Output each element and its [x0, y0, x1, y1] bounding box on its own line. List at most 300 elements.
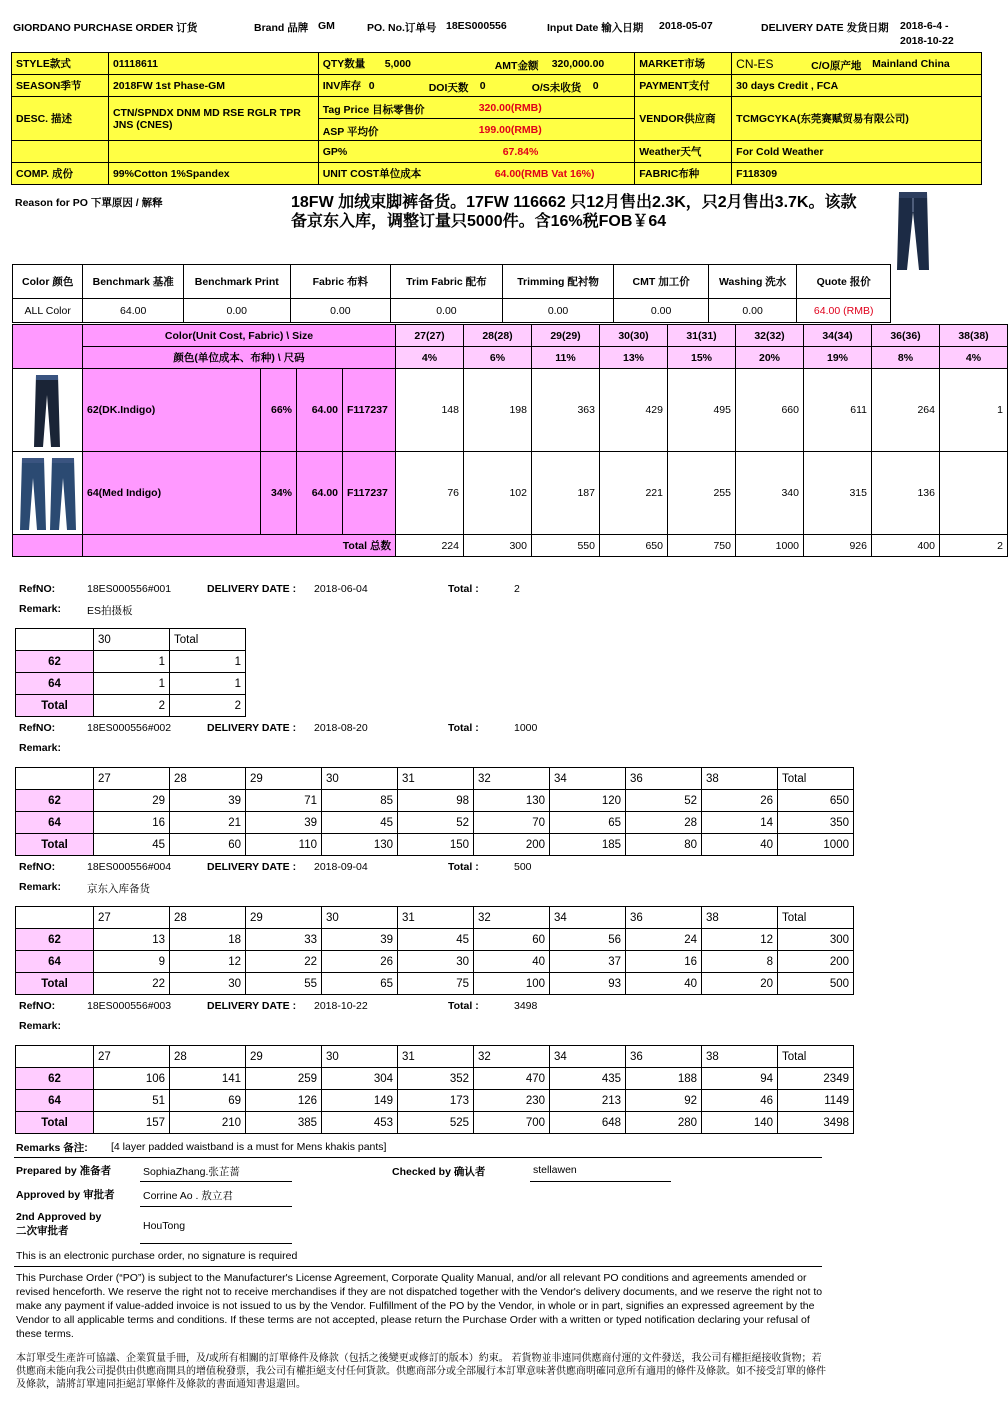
delivery-corner-cell [16, 768, 94, 790]
delivery-total-value: 3498 [514, 1000, 538, 1012]
delivery-qty-cell: 525 [398, 1112, 474, 1134]
season-value: 2018FW 1st Phase-GM [108, 75, 318, 97]
delivery-qty-cell: 24 [626, 929, 702, 951]
delivery-qty-cell: 126 [246, 1090, 322, 1112]
delivery-qty-cell: 149 [322, 1090, 398, 1112]
delivery-qty-cell: 56 [550, 929, 626, 951]
delivery-column-header: 27 [94, 907, 170, 929]
delivery-qty-cell: 39 [246, 812, 322, 834]
delivery-total-value: 500 [514, 861, 532, 873]
delivery-qty-cell: 259 [246, 1068, 322, 1090]
delivery-qty-cell: 45 [398, 929, 474, 951]
delivery-column-header: 36 [626, 768, 702, 790]
delivery-qty-cell: 2 [94, 695, 170, 717]
delivery-row-label: 64 [16, 673, 94, 695]
size-total-cell: 300 [464, 535, 532, 557]
asp-label: ASP 平均价 [322, 126, 379, 138]
delivery-qty-cell: 60 [170, 834, 246, 856]
delivery-qty-cell: 150 [398, 834, 474, 856]
size-qty-cell: 1 [940, 369, 1008, 452]
delivery-qty-cell: 300 [778, 929, 854, 951]
delivery-qty-cell: 40 [702, 834, 778, 856]
color-name: 64(Med Indigo) [83, 452, 261, 535]
delivery-date-label: DELIVERY DATE 发货日期 [761, 22, 889, 34]
reason-line-2: 备京东入库，调整订量只5000件。含16%税FOB￥64 [291, 213, 667, 230]
delivery-qty-cell: 200 [778, 951, 854, 973]
checked-value: stellawen [533, 1164, 577, 1176]
delivery-qty-cell: 71 [246, 790, 322, 812]
signature-line [140, 1243, 292, 1244]
size-percent-cell: 8% [872, 347, 940, 369]
doi-value: 0 [479, 80, 486, 92]
amt-value: 320,000.00 [551, 58, 605, 70]
electronic-notice: This is an electronic purchase order, no signature is required [16, 1250, 298, 1262]
size-qty-cell [940, 452, 1008, 535]
delivery-column-header: 34 [550, 907, 626, 929]
os-value: 0 [592, 80, 599, 92]
fabric-label: FABRIC布种 [635, 163, 732, 185]
jeans-thumbnail [16, 454, 80, 532]
delivery-row-label: 62 [16, 790, 94, 812]
delivery-qty-cell: 352 [398, 1068, 474, 1090]
delivery-date-end: 2018-10-22 [900, 35, 954, 47]
delivery-date-label: DELIVERY DATE : [207, 861, 297, 873]
size-qty-cell: 136 [872, 452, 940, 535]
approved2-label: 2nd Approved by [16, 1211, 102, 1223]
checked-label: Checked by 确认者 [392, 1166, 486, 1178]
weather-value: For Cold Weather [732, 141, 982, 163]
delivery-qty-cell: 94 [702, 1068, 778, 1090]
reason-line-1: 18FW 加绒束脚裤备货。17FW 116662 只12月售出2.3K，只2月售出3.7K。该款 [291, 194, 857, 211]
signature-line [140, 1206, 292, 1207]
size-qty-cell: 363 [532, 369, 600, 452]
remark-label: Remark: [19, 742, 62, 754]
delivery-qty-cell: 45 [322, 812, 398, 834]
delivery-column-header: 27 [94, 768, 170, 790]
qty-amt-cell [318, 53, 634, 75]
delivery-column-header: 29 [246, 768, 322, 790]
po-info-table [11, 52, 982, 185]
delivery-row-label: Total [16, 1112, 94, 1134]
delivery-column-header: 36 [626, 1046, 702, 1068]
color-name: 62(DK.Indigo) [83, 369, 261, 452]
delivery-qty-cell: 230 [474, 1090, 550, 1112]
cost-value-cell: 0.00 [391, 299, 503, 323]
delivery-column-header: 31 [398, 1046, 474, 1068]
color-share: 34% [261, 452, 297, 535]
delivery-qty-cell: 39 [322, 929, 398, 951]
market-value: CN-ES [736, 56, 774, 71]
delivery-qty-cell: 385 [246, 1112, 322, 1134]
tag-price-value: 320.00(RMB) [478, 102, 542, 114]
delivery-date-value: 2018-08-20 [314, 722, 368, 734]
delivery-corner-cell [16, 1046, 94, 1068]
delivery-qty-cell: 435 [550, 1068, 626, 1090]
delivery-qty-cell: 21 [170, 812, 246, 834]
delivery-qty-cell: 51 [94, 1090, 170, 1112]
reason-text [291, 193, 856, 231]
size-column-header: 30(30) [600, 325, 668, 347]
jeans-thumbnail [16, 371, 80, 449]
prepared-value: SophiaZhang.张芷蔷 [143, 1166, 240, 1178]
delivery-row-label: Total [16, 695, 94, 717]
style-label: STYLE款式 [12, 53, 109, 75]
size-total-cell: 2 [940, 535, 1008, 557]
delivery-total-label: Total : [448, 861, 479, 873]
delivery-qty-cell: 350 [778, 812, 854, 834]
delivery-qty-cell: 16 [626, 951, 702, 973]
delivery-qty-cell: 173 [398, 1090, 474, 1112]
remark-label: Remark: [19, 1020, 62, 1032]
delivery-qty-cell: 20 [702, 973, 778, 995]
size-breakdown-table [12, 324, 1008, 557]
size-percent-cell: 20% [736, 347, 804, 369]
delivery-qty-cell: 39 [170, 790, 246, 812]
price-cell [318, 97, 634, 141]
delivery-qty-cell: 1 [94, 673, 170, 695]
amt-label: AMT金额 [494, 60, 539, 72]
ref-label: RefNO: [19, 722, 56, 734]
size-total-cell: 400 [872, 535, 940, 557]
total-spacer [13, 535, 83, 557]
delivery-column-header: 31 [398, 907, 474, 929]
delivery-qty-cell: 52 [626, 790, 702, 812]
delivery-row-label: 64 [16, 1090, 94, 1112]
cost-value-cell: 64.00 [83, 299, 184, 323]
delivery-date-label: DELIVERY DATE : [207, 583, 297, 595]
delivery-column-header: 29 [246, 1046, 322, 1068]
size-total-cell: 1000 [736, 535, 804, 557]
delivery-qty-cell: 648 [550, 1112, 626, 1134]
vendor-label: VENDOR供应商 [635, 97, 732, 141]
gp-cell [318, 141, 634, 163]
cost-header-cell: Fabric 布料 [290, 265, 391, 299]
delivery-qty-cell: 26 [702, 790, 778, 812]
delivery-qty-cell: 130 [322, 834, 398, 856]
delivery-qty-cell: 12 [170, 951, 246, 973]
delivery-column-header: 30 [322, 768, 398, 790]
delivery-column-header: 32 [474, 907, 550, 929]
cost-header-cell: Benchmark 基准 [83, 265, 184, 299]
row-image-cell [13, 369, 83, 452]
cost-header-cell: Benchmark Print [183, 265, 290, 299]
ref-label: RefNO: [19, 1000, 56, 1012]
delivery-qty-cell: 98 [398, 790, 474, 812]
size-total-cell: 750 [668, 535, 736, 557]
vendor-value: TCMGCYKA(东莞赛赋贸易有限公司) [732, 97, 982, 141]
delivery-column-header: 38 [702, 907, 778, 929]
delivery-qty-cell: 22 [246, 951, 322, 973]
delivery-qty-cell: 18 [170, 929, 246, 951]
color-fabric: F117237 [343, 452, 396, 535]
delivery-qty-cell: 26 [322, 951, 398, 973]
document-title: GIORDANO PURCHASE ORDER 订货 [13, 22, 198, 34]
cost-value-cell: ALL Color [13, 299, 83, 323]
delivery-date-label: DELIVERY DATE : [207, 1000, 297, 1012]
unit-cost-value: 64.00(RMB Vat 16%) [494, 168, 595, 180]
cost-value-cell: 0.00 [290, 299, 391, 323]
unit-cost-label: UNIT COST单位成本 [322, 168, 422, 180]
delivery-qty-cell: 185 [550, 834, 626, 856]
ref-number: 18ES000556#004 [87, 861, 172, 873]
jeans-product-image [893, 190, 933, 274]
input-date-label: Input Date 输入日期 [547, 22, 644, 34]
delivery-column-header: 31 [398, 768, 474, 790]
delivery-column-header: 38 [702, 1046, 778, 1068]
size-qty-cell: 660 [736, 369, 804, 452]
size-column-header: 32(32) [736, 325, 804, 347]
prepared-label: Prepared by 准备者 [16, 1165, 112, 1177]
remarks-value: [4 layer padded waistband is a must for Mens khakis pants] [111, 1141, 387, 1153]
delivery-column-header: 29 [246, 907, 322, 929]
delivery-row-label: Total [16, 973, 94, 995]
weather-label: Weather天气 [635, 141, 732, 163]
qty-value: 5,000 [384, 58, 411, 70]
desc-value: CTN/SPNDX DNM MD RSE RGLR TPR JNS (CNES) [108, 97, 318, 141]
delivery-qty-cell: 500 [778, 973, 854, 995]
delivery-qty-cell: 92 [626, 1090, 702, 1112]
ref-number: 18ES000556#003 [87, 1000, 172, 1012]
terms-chinese: 本訂單受生產許可協議、企業質量手冊，及/或所有相關的訂單條件及條款（包括之後變更或修訂的版本）約束。 若貨物並非連同供應商付運的文件發送，我公司有權拒絕接收貨物；若供應商未能向我公司提供由供應商開具的增值稅發票，我公司有權拒絕支付任何貨款。供應商部分或全部履行本訂單意味著供應商明確同意所有適用的條件及條款。如不接受訂單的條件及條款，請將訂單連同拒絕訂單條件及條款的書面通知書退還回。 [16, 1353, 826, 1390]
approved-label: Approved by 审批者 [16, 1189, 115, 1201]
delivery-qty-cell: 80 [626, 834, 702, 856]
delivery-corner-cell [16, 907, 94, 929]
delivery-qty-cell: 12 [702, 929, 778, 951]
delivery-qty-cell: 9 [94, 951, 170, 973]
input-date-value: 2018-05-07 [659, 20, 713, 32]
approved-value: Corrine Ao . 敖立君 [143, 1190, 233, 1202]
size-column-header: 34(34) [804, 325, 872, 347]
color-unit-cost: 64.00 [297, 369, 343, 452]
size-percent-cell: 15% [668, 347, 736, 369]
delivery-qty-cell: 1000 [778, 834, 854, 856]
ref-label: RefNO: [19, 861, 56, 873]
delivery-column-header: 27 [94, 1046, 170, 1068]
delivery-qty-cell: 470 [474, 1068, 550, 1090]
delivery-qty-cell: 453 [322, 1112, 398, 1134]
size-qty-cell: 148 [396, 369, 464, 452]
fabric-value: F118309 [732, 163, 982, 185]
os-label: O/S未收货 [531, 82, 582, 94]
delivery-column-header: 32 [474, 768, 550, 790]
delivery-column-header: 34 [550, 768, 626, 790]
size-matrix-title-cn: 颜色(单位成本、布种) \ 尺码 [83, 347, 396, 369]
delivery-qty-cell: 28 [626, 812, 702, 834]
delivery-row-label: 64 [16, 951, 94, 973]
size-qty-cell: 102 [464, 452, 532, 535]
delivery-date-value: 2018-10-22 [314, 1000, 368, 1012]
cost-value-cell: 0.00 [708, 299, 797, 323]
delivery-qty-cell: 650 [778, 790, 854, 812]
size-total-cell: 926 [804, 535, 872, 557]
remark-value: 京东入库备货 [87, 883, 150, 895]
divider [14, 1266, 822, 1267]
delivery-qty-cell: 213 [550, 1090, 626, 1112]
remark-label: Remark: [19, 603, 62, 615]
empty-cell [12, 141, 109, 163]
cost-header-cell: Trimming 配衬物 [502, 265, 614, 299]
delivery-qty-cell: 45 [94, 834, 170, 856]
delivery-qty-cell: 29 [94, 790, 170, 812]
delivery-qty-cell: 106 [94, 1068, 170, 1090]
signature-line [530, 1181, 671, 1182]
delivery-qty-cell: 1 [170, 651, 246, 673]
delivery-date-value: 2018-09-04 [314, 861, 368, 873]
cost-value-cell: 64.00 (RMB) [797, 299, 891, 323]
size-qty-cell: 255 [668, 452, 736, 535]
delivery-qty-cell: 69 [170, 1090, 246, 1112]
size-percent-cell: 19% [804, 347, 872, 369]
delivery-column-header: 30 [322, 1046, 398, 1068]
size-column-header: 38(38) [940, 325, 1008, 347]
delivery-qty-cell: 60 [474, 929, 550, 951]
delivery-qty-cell: 3498 [778, 1112, 854, 1134]
delivery-column-header: 32 [474, 1046, 550, 1068]
delivery-column-header: 28 [170, 907, 246, 929]
approved2-label-cn: 二次审批者 [16, 1225, 69, 1237]
delivery-column-header: 28 [170, 768, 246, 790]
cost-header-cell: Color 颜色 [13, 265, 83, 299]
delivery-date-label: DELIVERY DATE : [207, 722, 297, 734]
delivery-qty-cell: 93 [550, 973, 626, 995]
delivery-qty-cell: 37 [550, 951, 626, 973]
unit-cost-cell [318, 163, 634, 185]
reason-label: Reason for PO 下單原因 / 解释 [15, 197, 163, 209]
delivery-row-label: 62 [16, 651, 94, 673]
inv-value: 0 [368, 80, 375, 92]
size-total-label: Total 总数 [83, 535, 396, 557]
delivery-qty-cell: 280 [626, 1112, 702, 1134]
delivery-qty-cell: 16 [94, 812, 170, 834]
delivery-total-label: Total : [448, 722, 479, 734]
desc-label: DESC. 描述 [12, 97, 109, 141]
size-percent-cell: 4% [940, 347, 1008, 369]
market-origin-cell [732, 53, 982, 75]
size-percent-cell: 13% [600, 347, 668, 369]
size-qty-cell: 198 [464, 369, 532, 452]
delivery-column-header: 34 [550, 1046, 626, 1068]
terms-english: This Purchase Order (“PO”) is subject to the Manufacturer's License Agreement, Corporate Quality Manual, and/or all relevant PO conditions and agreements amended or revised henceforth. We reserve the right not to receive merchandises if they are not dispatched together with the Vendor's delivery documents, and we reserve the right not to make any payment if value-added invoice is not issued to us by the Vendor. Fulfillment of the PO by the Vendor, in whole or in part, signifies an expressed agreement by the Vendor to all applicable terms and conditions. If these terms are not accepted, please return the Purchase Order with a written or typed notification declaring your refusal of these terms. [16, 1272, 823, 1340]
origin-value: Mainland China [872, 58, 950, 70]
cost-header-cell: CMT 加工价 [614, 265, 709, 299]
comp-value: 99%Cotton 1%Spandex [108, 163, 318, 185]
payment-value: 30 days Credit , FCA [732, 75, 982, 97]
size-total-cell: 550 [532, 535, 600, 557]
delivery-qty-cell: 40 [626, 973, 702, 995]
delivery-qty-cell: 120 [550, 790, 626, 812]
delivery-column-header: 36 [626, 907, 702, 929]
po-number-label: PO. No.订单号 [367, 22, 437, 34]
delivery-row-label: Total [16, 834, 94, 856]
delivery-qty-cell: 200 [474, 834, 550, 856]
delivery-qty-cell: 30 [170, 973, 246, 995]
delivery-column-header: Total [778, 907, 854, 929]
delivery-qty-cell: 188 [626, 1068, 702, 1090]
image-header-cell [13, 325, 83, 369]
size-column-header: 29(29) [532, 325, 600, 347]
delivery-qty-cell: 65 [322, 973, 398, 995]
delivery-size-table [15, 767, 854, 856]
delivery-qty-cell: 65 [550, 812, 626, 834]
cost-header-cell: Quote 报价 [797, 265, 891, 299]
delivery-date-start: 2018-6-4 - [900, 20, 949, 32]
size-qty-cell: 264 [872, 369, 940, 452]
po-number-value: 18ES000556 [446, 20, 507, 32]
size-column-header: 28(28) [464, 325, 532, 347]
size-qty-cell: 315 [804, 452, 872, 535]
delivery-total-value: 1000 [514, 722, 538, 734]
gp-value: 67.84% [502, 146, 539, 158]
delivery-corner-cell [16, 629, 94, 651]
delivery-total-value: 2 [514, 583, 520, 595]
brand-value: GM [318, 20, 335, 32]
cost-value-cell: 0.00 [614, 299, 709, 323]
size-qty-cell: 495 [668, 369, 736, 452]
cost-value-cell: 0.00 [183, 299, 290, 323]
approved2-value: HouTong [143, 1220, 186, 1232]
delivery-qty-cell: 2 [170, 695, 246, 717]
delivery-qty-cell: 13 [94, 929, 170, 951]
color-fabric: F117237 [343, 369, 396, 452]
origin-label: C/O原产地 [811, 60, 862, 72]
delivery-column-header: 30 [94, 629, 170, 651]
size-column-header: 31(31) [668, 325, 736, 347]
delivery-qty-cell: 8 [702, 951, 778, 973]
delivery-row-label: 64 [16, 812, 94, 834]
empty-cell [108, 141, 318, 163]
season-label: SEASON季节 [12, 75, 109, 97]
color-unit-cost: 64.00 [297, 452, 343, 535]
size-percent-cell: 11% [532, 347, 600, 369]
row-image-cell [13, 452, 83, 535]
size-column-header: 36(36) [872, 325, 940, 347]
delivery-column-header: Total [778, 1046, 854, 1068]
cost-header-cell: Trim Fabric 配布 [391, 265, 503, 299]
size-percent-cell: 4% [396, 347, 464, 369]
delivery-total-label: Total : [448, 1000, 479, 1012]
delivery-qty-cell: 1149 [778, 1090, 854, 1112]
brand-label: Brand 品牌 [254, 22, 309, 34]
size-percent-cell: 6% [464, 347, 532, 369]
delivery-qty-cell: 110 [246, 834, 322, 856]
style-value: 01118611 [108, 53, 318, 75]
size-column-header: 27(27) [396, 325, 464, 347]
size-total-cell: 650 [600, 535, 668, 557]
delivery-size-table [15, 1045, 854, 1134]
delivery-qty-cell: 75 [398, 973, 474, 995]
comp-label: COMP. 成份 [12, 163, 109, 185]
size-qty-cell: 187 [532, 452, 600, 535]
gp-label: GP% [322, 145, 348, 158]
delivery-qty-cell: 85 [322, 790, 398, 812]
delivery-qty-cell: 30 [398, 951, 474, 973]
divider [14, 1157, 822, 1158]
asp-value: 199.00(RMB) [478, 124, 542, 136]
delivery-qty-cell: 46 [702, 1090, 778, 1112]
delivery-qty-cell: 40 [474, 951, 550, 973]
tag-price-label: Tag Price 目标零售价 [322, 104, 425, 116]
qty-label: QTY数量 [322, 58, 366, 70]
size-matrix-title: Color(Unit Cost, Fabric) \ Size [83, 325, 396, 347]
doi-label: DOI天数 [428, 82, 469, 94]
remark-value: ES拍摄板 [87, 605, 133, 617]
inv-label: INV库存 [322, 80, 362, 92]
delivery-qty-cell: 1 [94, 651, 170, 673]
delivery-qty-cell: 700 [474, 1112, 550, 1134]
delivery-size-table [15, 628, 246, 717]
cost-breakdown-table [12, 264, 891, 323]
delivery-column-header: 30 [322, 907, 398, 929]
